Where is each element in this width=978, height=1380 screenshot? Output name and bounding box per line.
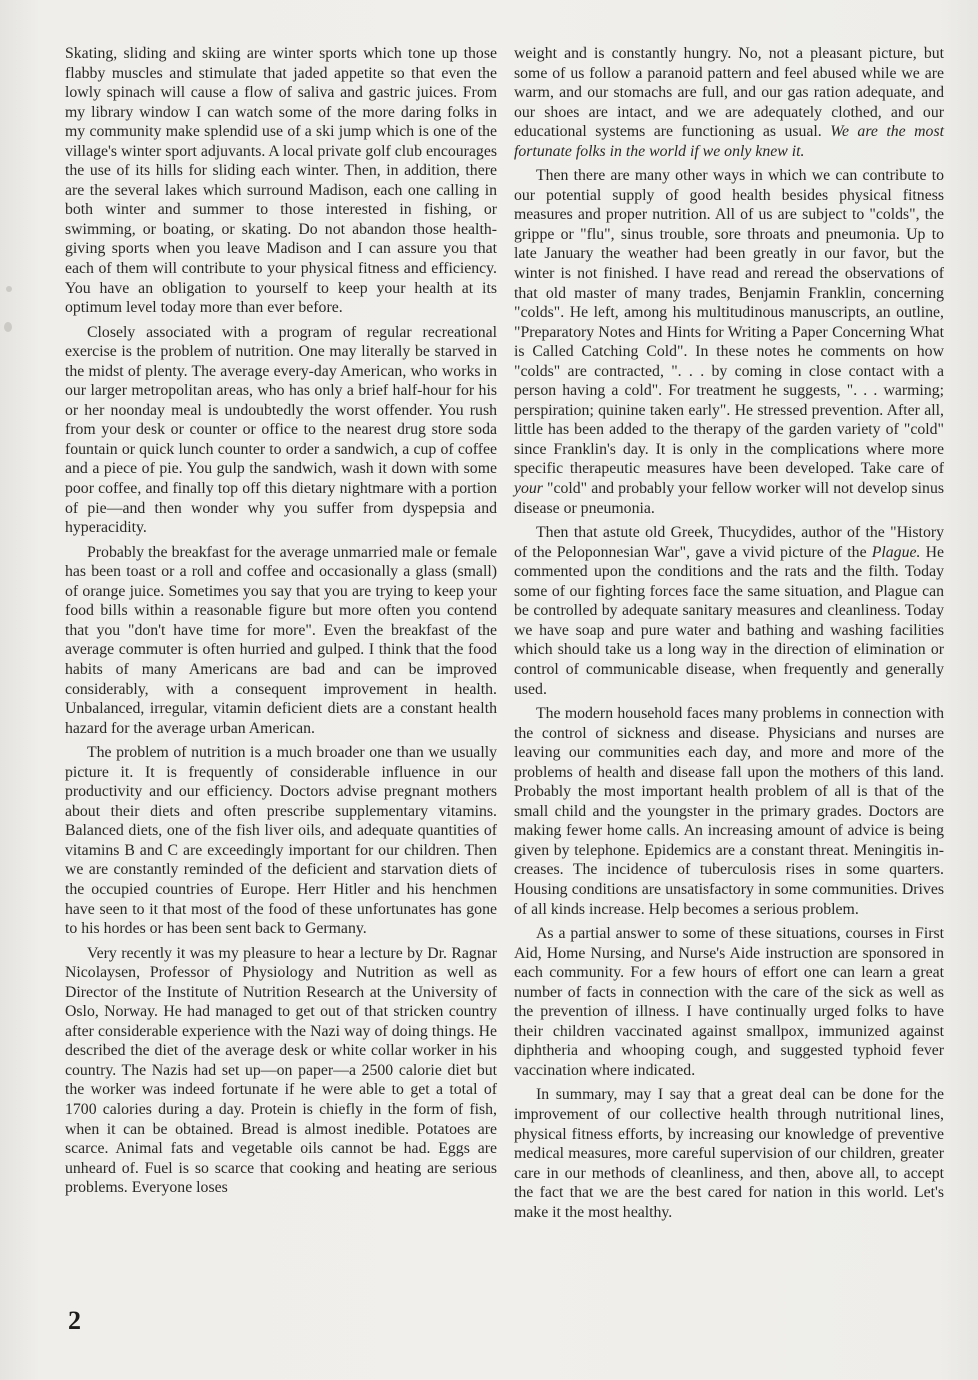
- paragraph-thucydides: [514, 523, 944, 699]
- text-run: He commented upon the conditions and the rats and the filth. Today some of our fighting forces face the same situation, and Plague can be controlled by adequate sanitary measures and cleanliness. Today we have soap and pure water and bathing and washing facilities which should take us a long way in the direction of elimination or control of communicable disease, when frequently and generally used.: [514, 543, 945, 698]
- italic-emphasis: your: [514, 480, 543, 498]
- right-column: [514, 44, 944, 1227]
- paper-speck: [6, 286, 12, 292]
- paragraph-fortunate-folks: [514, 44, 944, 161]
- page-number: 2: [68, 1306, 81, 1335]
- left-column: [65, 44, 497, 1203]
- italic-emphasis: We are the most fortunate folks in the world if we only knew it.: [514, 123, 944, 160]
- text-run: Then that astute old Greek, Thucydides, author of the "History of the Peloponnesian War", gave a vivid picture of the: [514, 524, 944, 561]
- text-run: weight and is constantly hungry. No, not a pleasant picture, but some of us follow a paranoid pattern and feel abused while we are warm, and our stomachs are full, and our gas ration adequate, and our shoes are intact, and we are adequately clothed, and our educational systems are functioning as usual.: [514, 45, 944, 141]
- italic-emphasis: Plague.: [871, 543, 921, 561]
- paragraph-summary: In summary, may I say that a great deal can be done for the improvement of our collective health through nutritional lines, physical fitness efforts, by increasing our knowledge of preventive medical measures, more careful supervision of our children, greater care in our methods of cleanliness, and then, above all, to accept the fact that we are the best cared for nation in this world. Let's make it the most healthy.: [514, 1086, 944, 1221]
- text-run: "cold" and probably your fellow worker will not develop sinus disease or pneumonia.: [514, 480, 944, 517]
- paper-speck: [4, 322, 12, 332]
- text-run: Then there are many other ways in which we can contribute to our potential supply of good health besides physical fitness measures and proper nutrition. All of us are subject to "colds", the grippe or "flu", sinus trouble, sore throats and pneumonia. Up to late January the weather had been greatly in our favor, but the winter is not finished. I have read and reread the observations of that old master of many trades, Benjamin Franklin, concerning "colds". He left, among his multitudinous manuscripts, an outline, "Preparatory Notes and Hints for Writing a Paper Concerning What is Called Catching Cold". In these notes he comments on how "colds" are contracted, ". . . by coming in close contact with a person having a cold". For treatment he suggests, ". . . warming; perspiration; quinine taken early". He stressed prevention. After all, little has been added to the therapy of the garden variety of "cold" since Franklin's day. It is only in the complications where more specific therapeutic measures have been developed. Take care of: [514, 167, 944, 478]
- paragraph-breakfast: Probably the breakfast for the average unmarried male or female has been toast or a roll and coffee and occasionally a glass (small) of orange juice. Sometimes you say that you are trying to keep your food bills within a reasonable figure but more often you contend that you "don't have time for more". Even the breakfast of the average commuter is often hurried and gulped. I think that the food habits of many Americans are bad and can be improved considerably, with a consequent improvement in health. Unbalanced, irregular, vitamin deficient diets are a constant health hazard for the average urban American.: [65, 543, 497, 737]
- paragraph-colds: [514, 166, 944, 518]
- paragraph-first-aid: As a partial answer to some of these situations, courses in First Aid, Home Nursing, and Nurse's Aide instruction are sponsored in each community. For a few hours of effort one can learn a great number of facts in connection with the care of the sick as well as the prevention of illness. I have continually urged folks to have their children vaccinated against smallpox, immunized against diphtheria and whooping cough, and suggested typhoid fever vaccination where indicated.: [514, 925, 944, 1079]
- paragraph-nutrition: Closely associated with a program of regular recreational exercise is the problem of nutrition. One may literally be starved in the midst of plenty. The average every-day American, who works in our larger metropolitan areas, who has only a brief half-hour for his or her noonday meal is undoubtedly the worst offender. You rush from your desk or counter or office to the nearest drug store soda fountain or quick lunch counter to order a sandwich, a cup of coffee and a piece of pie. You gulp the sandwich, wash it down with some poor coffee, and finally top off this dietary nightmare with a portion of pie—and then wonder why you suffer from dyspepsia and hyperacidity.: [65, 323, 497, 537]
- paragraph-household: The modern household faces many problems in connection with the control of sickness and disease. Physicians and nurses are leaving our communities each day, and more and more of the problems of health and disease fall upon the mothers of this land. Probably the most important health problem of all is that of the small child and the youngster in the primary grades. Doctors are making fewer home calls. An increasing amount of advice is being given by telephone. Epidemics are a constant threat. Meningitis increases. The incidence of tuberculosis rises in some quarters. Housing conditions are unsatisfactory in some communities. Drives of all kinds increase. Help becomes a serious problem.: [514, 705, 944, 918]
- paragraph-winter-sports: Skating, sliding and skiing are winter sports which tone up those flabby muscles and stimulate that jaded appetite so that even the lowly spinach will cause a flow of saliva and gastric juices. From my library window I can watch some of the more daring folks in my community make splendid use of a ski jump which is one of the village's winter sport adjuvants. A local private golf club encourages the use of its hills for sliding each winter. Then, in addition, there are the several lakes which surround Madison, each one calling in both winter and summer to those interested in fishing, or swimming, or boating, or skating. Do not abandon those health-giving sports when you leave Madison and I can assure you that each of them will contribute to your physical fitness and efficiency. You have an obligation to yourself to keep your health at its optimum level today more than ever before.: [65, 45, 497, 317]
- paragraph-nicolaysen-lecture: Very recently it was my pleasure to hear a lecture by Dr. Ragnar Nicolaysen, Professor of Physiology and Nutrition as well as Director of the Institute of Nutrition Research at the University of Oslo, Norway. He had managed to get out of that stricken country after considerable experience with the Nazi way of doing things. He described the diet of the average desk or white collar worker in his country. The Nazis had set up—on paper—a 2500 calorie diet but the worker was indeed fortunate if he were able to get a total of 1700 calories during a day. Protein is chiefly in the form of fish, when it can be obtained. Bread is almost inedible. Potatoes are scarce. Animal fats and vegetable oils cannot be had. Eggs are unheard of. Fuel is so scarce that cooking and heating are serious problems. Everyone loses: [65, 944, 497, 1197]
- paragraph-nutrition-broader: The problem of nutrition is a much broader one than we usually picture it. It is frequently of considerable influence in our productivity and our efficiency. Doctors advise pregnant mothers about their diets and often prescribe supplementary vitamins. Balanced diets, one of the fish liver oils, and adequate quantities of vitamins B and C are exceedingly important for our children. Then we are constantly reminded of the deficient and starvation diets of the occupied countries of Europe. Herr Hitler and his henchmen have seen to it that most of the food of these unfortunates has gone to his hordes or has been sent back to Germany.: [65, 744, 497, 938]
